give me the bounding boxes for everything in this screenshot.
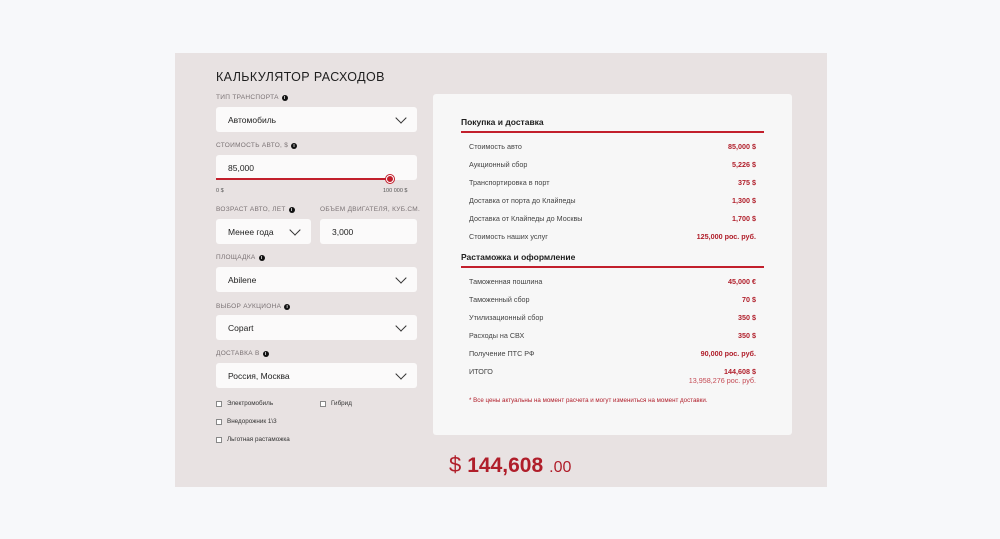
summary-card (433, 94, 792, 435)
summary-row: Утилизационный сбор 350 $ (469, 313, 756, 322)
delivery-select[interactable]: Россия, Москва (216, 363, 417, 388)
summary-row: Расходы на СВХ 350 $ (469, 331, 756, 340)
total-rub: 13,958,276 рос. руб. (688, 376, 756, 385)
summary-row: Аукционный сбор 5,226 $ (469, 160, 756, 169)
total-row: ИТОГО 144,608 $ 13,958,276 рос. руб. (469, 367, 756, 385)
customs-section-title: Растаможка и оформление (461, 252, 576, 262)
total-usd: 144,608 $ (724, 367, 756, 376)
summary-row: Стоимость наших услуг 125,000 рос. руб. (469, 232, 756, 241)
calculator-panel (175, 53, 827, 487)
summary-row: Стоимость авто 85,000 $ (469, 142, 756, 151)
info-icon[interactable]: I (291, 143, 297, 149)
summary-row: Таможенный сбор 70 $ (469, 295, 756, 304)
section-divider (461, 266, 764, 268)
checkbox-box[interactable] (216, 419, 222, 425)
summary-row: Доставка от порта до Клайпеды 1,300 $ (469, 196, 756, 205)
grand-total-decimals: .00 (549, 459, 572, 476)
chevron-down-icon (395, 272, 406, 283)
info-icon[interactable]: I (284, 304, 290, 310)
car-cost-label: СТОИМОСТЬ АВТО, $ I (216, 142, 297, 149)
hybrid-checkbox[interactable]: Гибрид (320, 400, 352, 407)
grand-total-amount: 144,608 (467, 454, 544, 477)
purchase-section-title: Покупка и доставка (461, 117, 544, 127)
info-icon[interactable]: I (259, 255, 265, 261)
platform-label: ПЛОЩАДКА I (216, 254, 265, 261)
checkbox-box[interactable] (216, 437, 222, 443)
delivery-label: ДОСТАВКА В I (216, 350, 269, 357)
grand-total (449, 452, 571, 478)
slider-min-label: 0 $ (216, 188, 224, 194)
slider-max-label: 100 000 $ (383, 188, 408, 194)
info-icon[interactable]: I (282, 95, 288, 101)
car-cost-input[interactable]: 85,000 (216, 155, 417, 180)
info-icon[interactable]: I (263, 351, 269, 357)
engine-volume-label: ОБЪЕМ ДВИГАТЕЛЯ, КУБ.СМ. (320, 206, 421, 213)
car-age-label: ВОЗРАСТ АВТО, ЛЕТ I (216, 206, 295, 213)
suv-checkbox[interactable]: Внедорожник 1\3 (216, 418, 277, 425)
car-cost-slider-thumb[interactable] (386, 175, 394, 183)
transport-type-select[interactable]: Автомобиль (216, 107, 417, 132)
checkbox-box[interactable] (216, 401, 222, 407)
electric-checkbox[interactable]: Электромобиль (216, 400, 273, 407)
summary-row: Доставка от Клайпеды до Москвы 1,700 $ (469, 214, 756, 223)
car-cost-slider-track[interactable] (216, 178, 390, 180)
grand-total-currency: $ (449, 452, 462, 477)
section-divider (461, 131, 764, 133)
preferential-customs-checkbox[interactable]: Льготная растаможка (216, 436, 290, 443)
auction-label: ВЫБОР АУКЦИОНА I (216, 303, 290, 310)
chevron-down-icon (395, 112, 406, 123)
checkbox-box[interactable] (320, 401, 326, 407)
chevron-down-icon (395, 368, 406, 379)
summary-row: Транспортировка в порт 375 $ (469, 178, 756, 187)
engine-volume-input[interactable]: 3,000 (320, 219, 417, 244)
car-age-select[interactable]: Менее года (216, 219, 311, 244)
auction-select[interactable]: Copart (216, 315, 417, 340)
calculator-title: КАЛЬКУЛЯТОР РАСХОДОВ (216, 70, 385, 84)
chevron-down-icon (395, 320, 406, 331)
summary-row: Таможенная пошлина 45,000 € (469, 277, 756, 286)
info-icon[interactable]: I (289, 207, 295, 213)
chevron-down-icon (289, 224, 300, 235)
platform-select[interactable]: Abilene (216, 267, 417, 292)
price-note: * Все цены актуальны на момент расчета и могут измениться на момент доставки. (469, 397, 708, 404)
transport-type-label: ТИП ТРАНСПОРТА I (216, 94, 288, 101)
summary-row: Получение ПТС РФ 90,000 рос. руб. (469, 349, 756, 358)
